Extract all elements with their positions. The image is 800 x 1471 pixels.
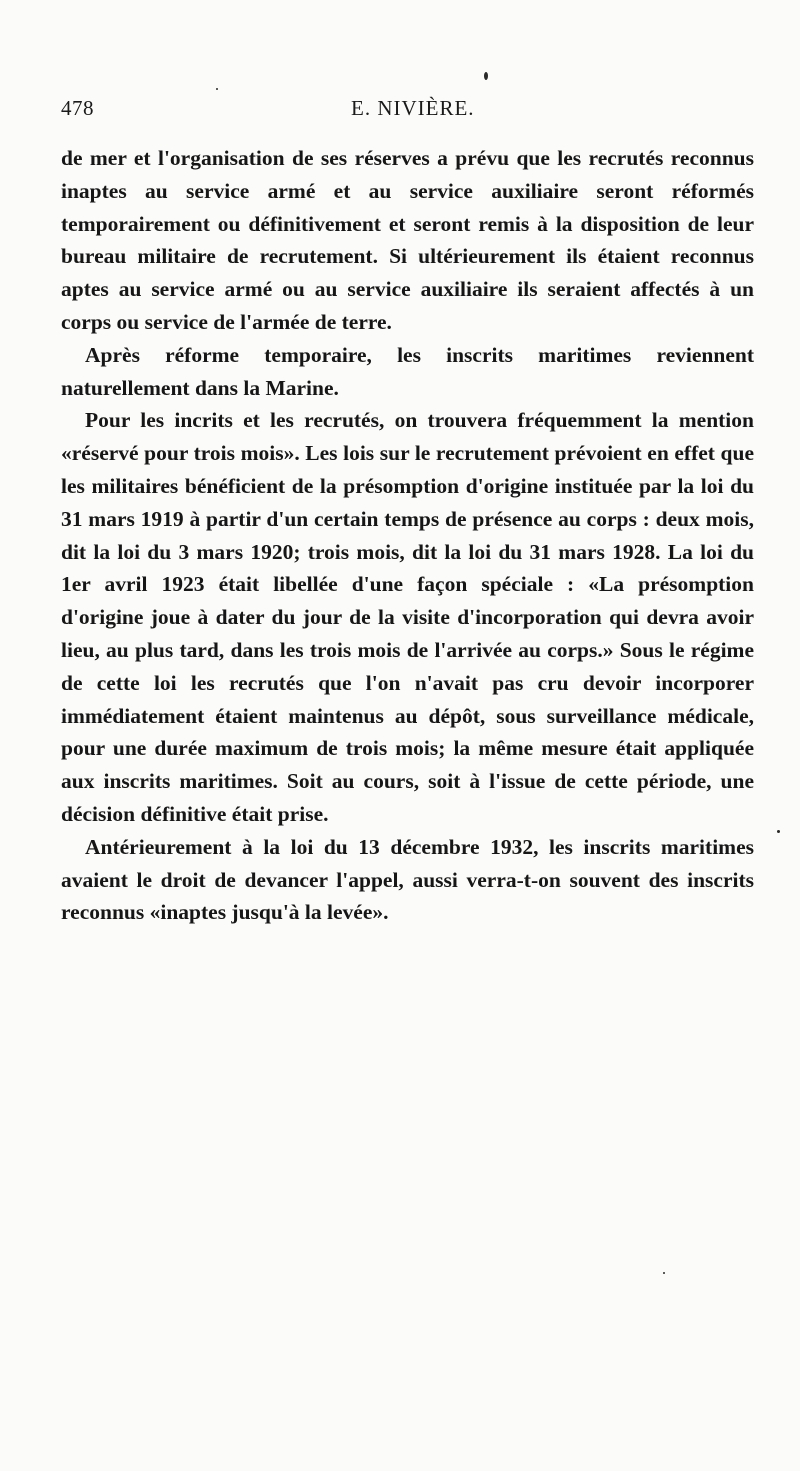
- ink-speck: [777, 830, 780, 833]
- paragraph-4: Antérieurement à la loi du 13 décembre 1932, les inscrits maritimes avaient le droit de devancer l'appel, aussi verra-t-on souvent des inscrits reconnus «inaptes jusqu'à la levée».: [61, 834, 754, 925]
- page-header: [61, 96, 761, 128]
- body-text: [61, 142, 754, 929]
- ink-speck: [663, 1272, 665, 1274]
- running-head: E. NIVIÈRE.: [351, 96, 475, 120]
- ink-speck: [484, 72, 488, 80]
- paragraph-1: de mer et l'organisation de ses réserves a prévu que les recrutés reconnus inaptes au service armé et au service auxiliaire seront réformés temporairement ou définitivement et seront remis à la disposition de leur bureau militaire de recrutement. Si ultérieurement ils étaient reconnus aptes au service armé ou au service auxiliaire ils seraient affectés à un corps ou service de l'armée de terre.: [61, 146, 754, 334]
- page-number: 478: [61, 96, 94, 120]
- ink-speck: [216, 88, 218, 90]
- paragraph-2: Après réforme temporaire, les inscrits maritimes reviennent naturellement dans la Marine.: [61, 342, 754, 400]
- paragraph-3: Pour les incrits et les recrutés, on trouvera fréquemment la mention «réservé pour trois mois». Les lois sur le recrutement prévoient en effet que les militaires bénéficient de la présomption d'origine instituée par la loi du 31 mars 1919 à partir d'un certain temps de présence au corps : deux mois, dit la loi du 3 mars 1920; trois mois, dit la loi du 31 mars 1928. La loi du 1er avril 1923 était libellée d'une façon spéciale : «La présomption d'origine joue à dater du jour de la visite d'incorporation qui devra avoir lieu, au plus tard, dans les trois mois de l'arrivée au corps.» Sous le régime de cette loi les recrutés que l'on n'avait pas cru devoir incorporer immédiatement étaient maintenus au dépôt, sous surveillance médicale, pour une durée maximum de trois mois; la même mesure était appliquée aux inscrits maritimes. Soit au cours, soit à l'issue de cette période, une décision définitive était prise.: [61, 408, 754, 826]
